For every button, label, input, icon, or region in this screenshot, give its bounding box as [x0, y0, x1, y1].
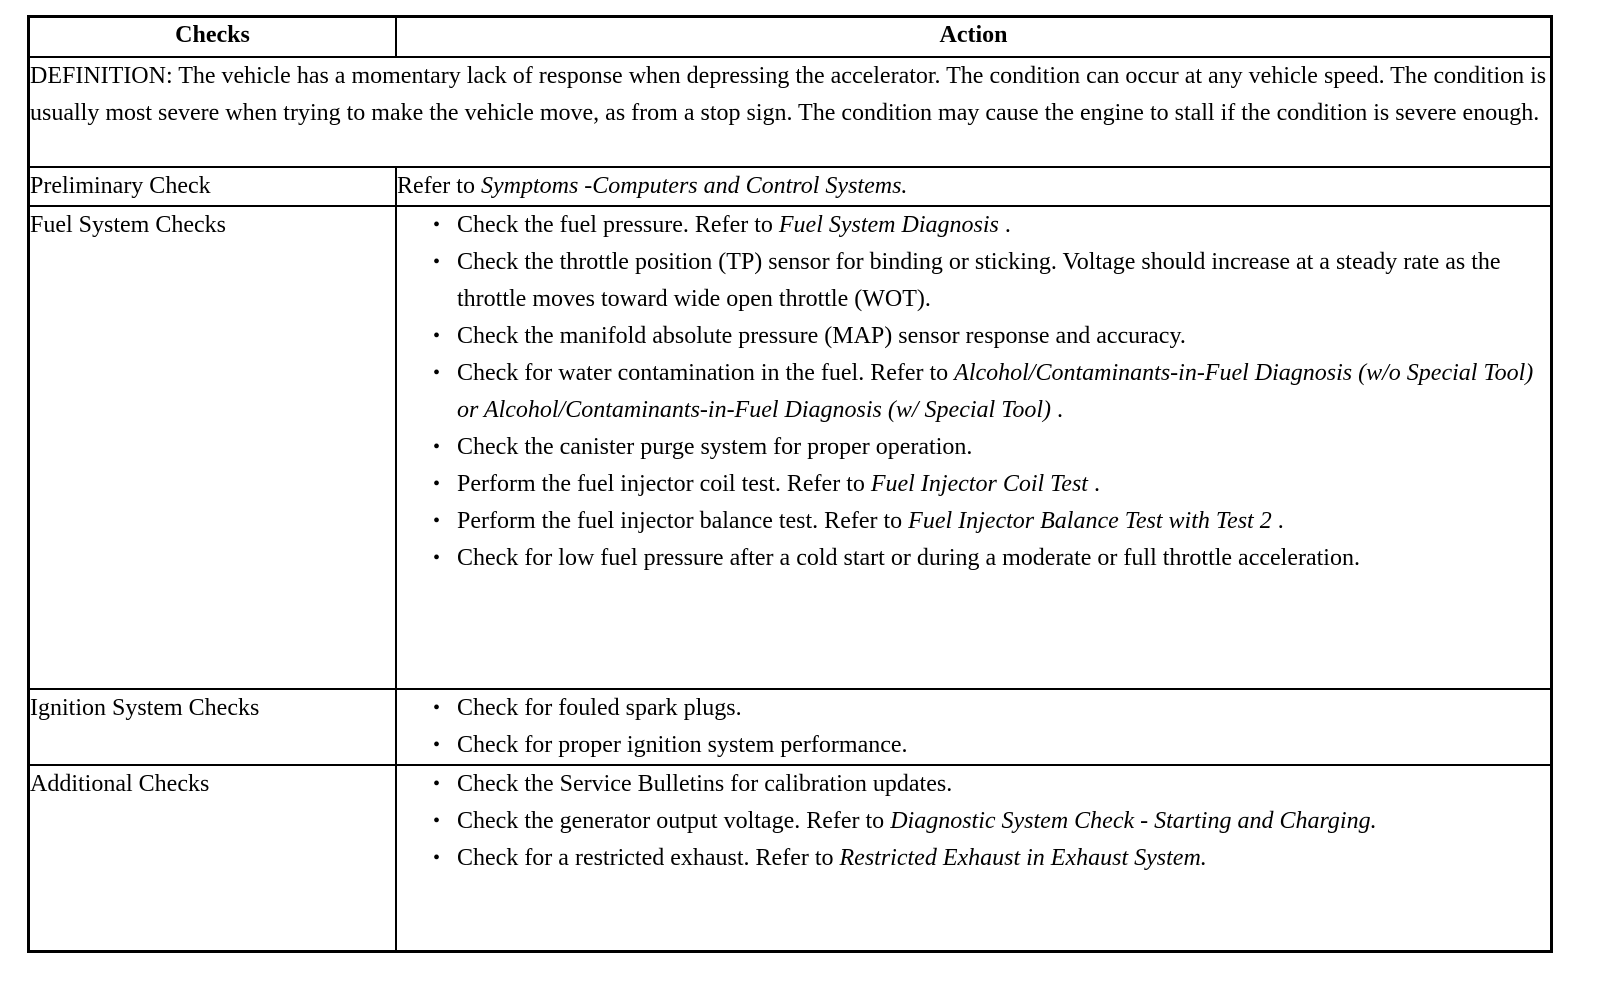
reference-link: Diagnostic System Check - Starting and Charging. [890, 808, 1377, 834]
list-item: • Check the generator output voltage. Refer to Diagnostic System Check - Starting and Charging. [431, 803, 1550, 840]
reference-link: Restricted Exhaust in Exhaust System. [839, 845, 1207, 871]
list-item: • Check for a restricted exhaust. Refer to Restricted Exhaust in Exhaust System. [431, 840, 1550, 877]
reference-link: Symptoms -Computers and Control Systems. [480, 173, 908, 199]
table-row [30, 167, 1550, 206]
reference-link: Fuel Injector Balance Test with Test 2 [908, 508, 1272, 534]
list-item: • Check the canister purge system for proper operation. [431, 429, 1550, 466]
definition-text: DEFINITION: The vehicle has a momentary lack of response when depressing the accelerator. The condition can occur at any vehicle speed. The condition is usually most severe when trying to make the vehicle move, as from a stop sign. The condition may cause the engine to stall if the condition is severe enough. [30, 57, 1550, 167]
action-ignition [396, 689, 1550, 765]
ignition-check-list [397, 690, 1550, 764]
list-item: • Check the fuel pressure. Refer to Fuel System Diagnosis . [431, 207, 1550, 244]
reference-link: Alcohol/Contaminants-in-Fuel Diagnosis (w/o Special Tool) or Alcohol/Contaminants-in-Fuel Diagnosis (w/ Special Tool) [457, 360, 1534, 423]
check-name-fuel: Fuel System Checks [30, 206, 396, 689]
list-item: • Check the manifold absolute pressure (MAP) sensor response and accuracy. [431, 318, 1550, 355]
list-item: • Check for low fuel pressure after a cold start or during a moderate or full throttle acceleration. [431, 540, 1550, 577]
reference-link: Fuel System Diagnosis [778, 212, 999, 238]
table-header-row [30, 18, 1550, 57]
check-name-preliminary: Preliminary Check [30, 167, 396, 206]
action-preliminary [396, 167, 1550, 206]
list-item: • Check for proper ignition system performance. [431, 727, 1550, 764]
table-row [30, 206, 1550, 689]
additional-check-list [397, 766, 1550, 877]
list-item: • Perform the fuel injector coil test. Refer to Fuel Injector Coil Test . [431, 466, 1550, 503]
list-item: • Check the throttle position (TP) sensor for binding or sticking. Voltage should increase at a steady rate as the throttle moves toward wide open throttle (WOT). [431, 244, 1550, 318]
list-item: • Check for fouled spark plugs. [431, 690, 1550, 727]
list-item: • Check the Service Bulletins for calibration updates. [431, 766, 1550, 803]
list-item: • Check for water contamination in the fuel. Refer to Alcohol/Contaminants-in-Fuel Diagnosis (w/o Special Tool) or Alcohol/Contaminants-in-Fuel Diagnosis (w/ Special Tool) . [431, 355, 1550, 429]
action-fuel [396, 206, 1550, 689]
header-action: Action [396, 18, 1550, 57]
diagnostic-table [30, 18, 1550, 950]
fuel-check-list [397, 207, 1550, 577]
action-additional [396, 765, 1550, 950]
check-name-additional: Additional Checks [30, 765, 396, 950]
action-lead: Refer to [397, 173, 481, 199]
check-name-ignition: Ignition System Checks [30, 689, 396, 765]
table-row [30, 689, 1550, 765]
header-checks: Checks [30, 18, 396, 57]
diagnostic-table-frame [27, 15, 1553, 953]
reference-link: Fuel Injector Coil Test [870, 471, 1088, 497]
definition-row [30, 57, 1550, 167]
list-item: • Perform the fuel injector balance test. Refer to Fuel Injector Balance Test with Test 2 . [431, 503, 1550, 540]
table-row [30, 765, 1550, 950]
